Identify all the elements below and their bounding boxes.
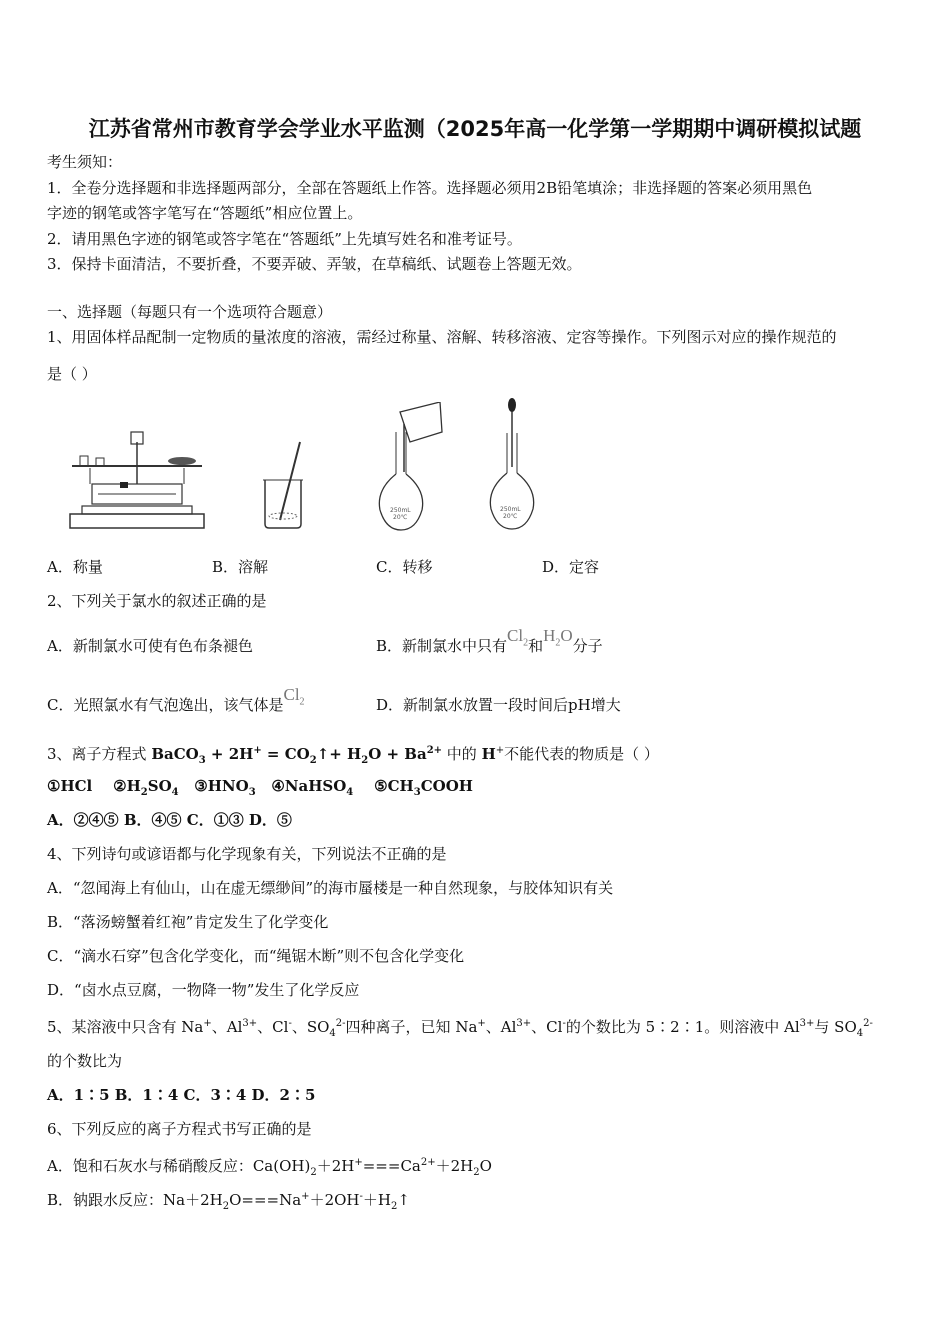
q1-stem-cont: 是（ ）	[47, 365, 97, 383]
q3-stem: 3、离子方程式 BaCO$_3$ + $2H^+ = CO_2↑+ H_2O + Ba^{2+}$ 中的 H+不能代表的物质是（ ）	[47, 745, 659, 766]
page-title: 江苏省常州市教育学会学业水平监测（2025年高一化学第一学期期中调研模拟试题	[88, 117, 862, 141]
balance-figure	[62, 428, 212, 533]
q6-option-a: A．饱和石灰水与稀硝酸反应：$Ca(OH)_2+2H^+===Ca^{2+}+2H_2O$	[47, 1157, 492, 1178]
formula-cl2: $Cl_2$	[283, 685, 305, 708]
q1-option-a: A．称量	[47, 558, 103, 576]
q4-option-b: B．“落汤螃蟹着红袍”肯定发生了化学变化	[47, 913, 329, 931]
q2-option-d: D．新制氯水放置一段时间后pH增大	[376, 696, 621, 714]
notice-item: 2．请用黑色字迹的钢笔或答字笔在“答题纸”上先填写姓名和准考证号。	[47, 230, 522, 248]
transfer-figure	[370, 402, 445, 532]
formula-h2o: $H_2O$	[543, 626, 573, 649]
q2-option-c: C．光照氯水有气泡逸出，该气体是$Cl_2$	[47, 685, 305, 714]
q1-stem: 1、用固体样品配制一定物质的量浓度的溶液，需经过称量、溶解、转移溶液、定容等操作。下列图示对应的操作规范的	[47, 328, 837, 346]
ionic-equation: BaCO$_3$ + $2H^+ = CO_2↑+ H_2O + Ba^{2+}$	[151, 745, 443, 766]
q5-options: A．1∶5 B．1∶4 C．3∶4 D．2∶5	[47, 1086, 316, 1104]
q3-options: A．②④⑤ B．④⑤ C．①③ D．⑤	[47, 811, 292, 829]
q4-stem: 4、下列诗句或谚语都与化学现象有关，下列说法不正确的是	[47, 845, 447, 863]
flask-temp-label: 20℃	[393, 514, 408, 521]
q2-option-b: B．新制氯水中只有$Cl_2$和$H_2O$分子	[376, 626, 603, 655]
q4-option-c: C．“滴水石穿”包含化学变化，而“绳锯木断”则不包含化学变化	[47, 947, 465, 965]
q1-option-b: B．溶解	[212, 558, 269, 576]
volumetric-flask-figure	[485, 397, 540, 532]
q5-stem: 5、某溶液中只含有 Na+、$Al^{3+}$、Cl-、$SO_4^{2-}$四种离子，已知 Na+、$Al^{3+}$、Cl-的个数比为 5∶2∶1。则溶液中 $Al^{3+}$与 $SO_4^{2-}$	[47, 1018, 873, 1039]
q6-stem: 6、下列反应的离子方程式书写正确的是	[47, 1120, 312, 1138]
formula-cl2: $Cl_2$	[507, 626, 529, 649]
q3-items: ①HCl $②H_2SO_4$ $③HNO_3$ ④NaHSO$_4$ $⑤CH_3COOH$	[47, 777, 473, 798]
q1-option-d: D．定容	[542, 558, 600, 576]
q5-stem-cont: 的个数比为	[47, 1052, 123, 1070]
q2-stem: 2、下列关于氯水的叙述正确的是	[47, 592, 267, 610]
beaker-figure	[260, 440, 310, 530]
notice-heading: 考生须知：	[47, 153, 123, 171]
flask-temp-label: 20℃	[503, 513, 518, 520]
q4-option-a: A．“忽闻海上有仙山，山在虚无缥缈间”的海市蜃楼是一种自然现象，与胶体知识有关	[47, 879, 614, 897]
notice-item: 3．保持卡面清洁，不要折叠，不要弄破、弄皱，在草稿纸、试题卷上答题无效。	[47, 255, 582, 273]
q6-option-b: B．钠跟水反应：$Na+2H_2O===Na^++2OH^-+H_2↑$	[47, 1191, 410, 1212]
flask-volume-label: 250mL	[500, 506, 521, 513]
q1-option-c: C．转移	[376, 558, 433, 576]
q4-option-d: D．“卤水点豆腐，一物降一物”发生了化学反应	[47, 981, 360, 999]
flask-volume-label: 250mL	[390, 507, 411, 514]
section-heading: 一、选择题（每题只有一个选项符合题意）	[47, 303, 333, 321]
q2-option-a: A．新制氯水可使有色布条褪色	[47, 637, 253, 655]
notice-item: 字迹的钢笔或答字笔写在“答题纸”相应位置上。	[47, 204, 363, 222]
notice-item: 1．全卷分选择题和非选择题两部分，全部在答题纸上作答。选择题必须用2B铅笔填涂；非选择题的答案必须用黑色	[47, 179, 813, 197]
